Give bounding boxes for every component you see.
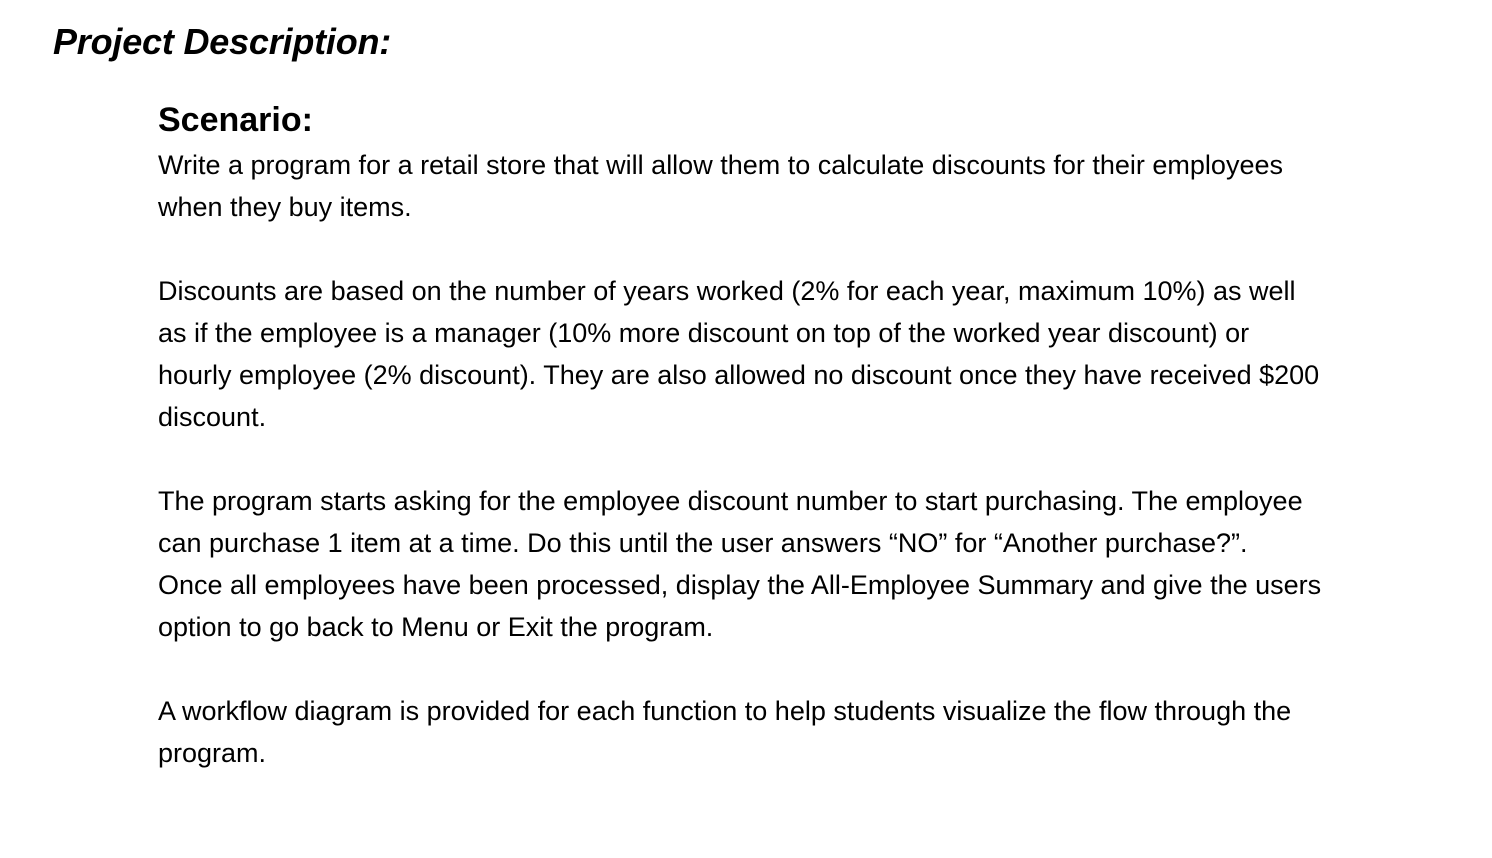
- paragraph-line: program.: [158, 738, 267, 768]
- paragraph-line: can purchase 1 item at a time. Do this until the user answers “NO” for “Another purchase?”.: [158, 528, 1248, 558]
- paragraph-discounts: [158, 270, 1458, 438]
- paragraph-spacer: [158, 438, 1458, 480]
- paragraph-line: Write a program for a retail store that will allow them to calculate discounts for their employees: [158, 150, 1283, 180]
- paragraph-spacer: [158, 228, 1458, 270]
- scenario-section: [158, 96, 1458, 774]
- paragraph-line: A workflow diagram is provided for each function to help students visualize the flow through the: [158, 696, 1292, 726]
- paragraph-line: Discounts are based on the number of years worked (2% for each year, maximum 10%) as well: [158, 276, 1296, 306]
- paragraph-intro: [158, 144, 1458, 228]
- page-title: Project Description:: [53, 21, 392, 62]
- scenario-heading: Scenario:: [158, 101, 313, 139]
- paragraph-line: as if the employee is a manager (10% more discount on top of the worked year discount) or: [158, 318, 1250, 348]
- paragraph-program-flow: [158, 480, 1458, 648]
- paragraph-line: hourly employee (2% discount). They are also allowed no discount once they have received $200: [158, 360, 1320, 390]
- paragraph-line: Once all employees have been processed, display the All-Employee Summary and give the users: [158, 570, 1322, 600]
- paragraph-spacer: [158, 648, 1458, 690]
- paragraph-line: discount.: [158, 402, 267, 432]
- paragraph-line: when they buy items.: [158, 192, 412, 222]
- paragraph-line: The program starts asking for the employee discount number to start purchasing. The employee: [158, 486, 1303, 516]
- paragraph-line: option to go back to Menu or Exit the program.: [158, 612, 714, 642]
- paragraph-workflow: [158, 690, 1458, 774]
